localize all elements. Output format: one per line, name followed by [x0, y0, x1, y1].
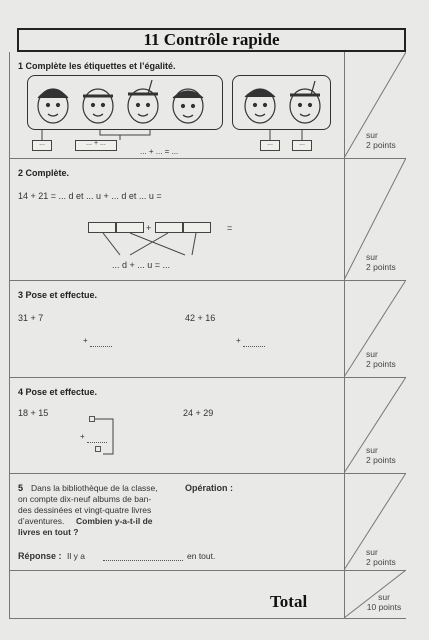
problem-text-line: Dans la bibliothèque de la classe,	[31, 483, 158, 493]
answer-box[interactable]	[116, 222, 144, 233]
column-line	[243, 346, 265, 347]
score-points: 2 points	[366, 359, 396, 369]
column-plus: +	[83, 336, 88, 345]
decomposition-arrows	[100, 233, 210, 261]
children-faces-illustration	[28, 76, 224, 131]
exercise-5-number: 5	[18, 483, 24, 493]
operation-2: 24 + 29	[183, 408, 214, 418]
exercise-1-title: 1 Complète les étiquettes et l’égalité.	[18, 61, 176, 71]
score-ex4	[366, 445, 396, 465]
answer-box[interactable]	[155, 222, 183, 233]
equality-line: ... + ... = ...	[140, 147, 179, 156]
column-line	[90, 346, 112, 347]
carry-box[interactable]	[95, 446, 101, 452]
score-points: 2 points	[366, 455, 396, 465]
score-sur: sur	[366, 445, 378, 455]
problem-question: Combien y-a-t-il de	[76, 516, 153, 526]
score-ex5	[366, 547, 396, 567]
result-line: ... d + ... u = ...	[112, 260, 171, 270]
reponse-end: en tout.	[187, 551, 216, 561]
score-points: 10 points	[366, 602, 402, 612]
answer-blank[interactable]	[103, 560, 183, 561]
page-title: 11 Contrôle rapide	[17, 28, 406, 52]
problem-question: livres en tout ?	[18, 527, 79, 537]
operation-1: 18 + 15	[18, 408, 49, 418]
score-points: 2 points	[366, 140, 396, 150]
score-sur: sur	[366, 252, 378, 262]
plus-sign: +	[146, 223, 152, 233]
score-points: 2 points	[366, 262, 396, 272]
score-ex3	[366, 349, 396, 369]
section-divider	[9, 618, 406, 619]
exercise-2-title: 2 Complète.	[18, 168, 70, 178]
children-faces-illustration	[233, 76, 332, 131]
problem-text-line: on compte dix-neuf albums de ban-	[18, 494, 152, 504]
score-sur: sur	[366, 130, 378, 140]
score-sur: sur	[378, 592, 390, 602]
label-box-text: ... + ...	[86, 140, 106, 147]
label-box-text: ...	[267, 140, 273, 147]
answer-box[interactable]	[88, 222, 116, 233]
group-of-four-children	[27, 75, 223, 130]
reponse-label: Réponse :	[18, 551, 62, 561]
total-score	[362, 592, 406, 612]
label-box-text: ...	[299, 140, 305, 147]
equals-sign: =	[227, 223, 233, 233]
score-sur: sur	[366, 349, 378, 359]
problem-text-line: des dessinées et vingt-quatre livres	[18, 505, 152, 515]
column-plus: +	[80, 432, 85, 441]
group-of-two-children	[232, 75, 331, 130]
exercise-4-title: 4 Pose et effectue.	[18, 387, 98, 397]
operation-label: Opération :	[185, 483, 234, 493]
operation-1: 31 + 7	[18, 313, 44, 323]
column-line	[87, 442, 107, 443]
exercise-3-title: 3 Pose et effectue.	[18, 290, 98, 300]
label-box-text: ...	[39, 140, 45, 147]
score-points: 2 points	[366, 557, 396, 567]
answer-box[interactable]	[183, 222, 211, 233]
column-bracket	[93, 418, 123, 458]
problem-text-line: d’aventures.	[18, 516, 65, 526]
score-sur: sur	[366, 547, 378, 557]
column-plus: +	[236, 336, 241, 345]
decomposition-line: 14 + 21 = ... d et ... u + ... d et ... u =	[18, 191, 162, 201]
operation-2: 42 + 16	[185, 313, 216, 323]
score-ex1	[366, 130, 396, 150]
reponse-text: Il y a	[67, 551, 85, 561]
total-label: Total	[270, 592, 308, 611]
score-ex2	[366, 252, 396, 272]
